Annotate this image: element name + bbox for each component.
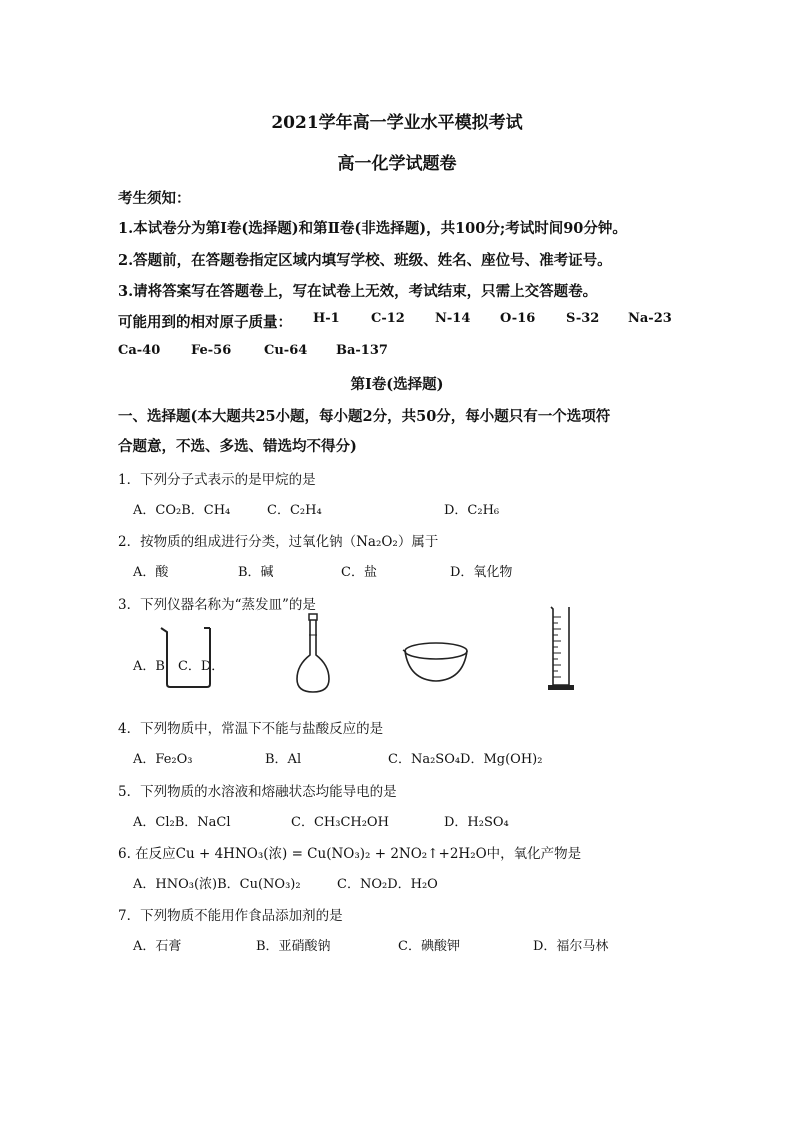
- question-2-option: D．氧化物: [450, 565, 513, 580]
- question-5-option: A．Cl₂B．NaCl: [133, 815, 231, 830]
- question-4-option: B．Al: [265, 752, 302, 767]
- question-6-option: A．HNO₃(浓)B．Cu(NO₃)₂: [133, 877, 301, 892]
- atomic-mass-item: Ba-137: [336, 343, 388, 358]
- question-3-options: A．B．C．D．: [133, 659, 225, 674]
- question-5-stem: 5．下列物质的水溶液和熔融状态均能导电的是: [118, 784, 397, 800]
- question-6-stem: 6. 在反应Cu + 4HNO₃(浓) = Cu(NO₃)₂ + 2NO₂↑+2H₂O中，氧化产物是: [118, 846, 582, 862]
- atomic-mass-item: C-12: [371, 311, 405, 326]
- question-7-option: A．石膏: [133, 939, 182, 954]
- exam-subtitle: 高一化学试题卷: [337, 154, 457, 174]
- question-4-stem: 4．下列物质中，常温下不能与盐酸反应的是: [118, 721, 384, 737]
- notice-item-2: 2.答题前，在答题卷指定区域内填写学校、班级、姓名、座位号、准考证号。: [118, 252, 612, 269]
- question-4-option: A．Fe₂O₃: [133, 752, 193, 767]
- part1-heading: 第Ⅰ卷(选择题): [350, 376, 444, 393]
- question-2-option: A．酸: [133, 565, 169, 580]
- question-7-option: B．亚硝酸钠: [256, 939, 331, 954]
- question-2-option: C．盐: [341, 565, 377, 580]
- evaporating-dish-figure: [401, 638, 471, 686]
- question-2-stem: 2．按物质的组成进行分类，过氧化钠（Na₂O₂）属于: [118, 534, 439, 550]
- question-3-stem: 3．下列仪器名称为“蒸发皿”的是: [118, 597, 316, 613]
- atomic-mass-item: N-14: [435, 311, 471, 326]
- atomic-mass-item: Ca-40: [118, 343, 161, 358]
- atomic-mass-item: Fe-56: [191, 343, 232, 358]
- section-instruction-1: 一、选择题(本大题共25小题，每小题2分，共50分，每小题只有一个选项符: [118, 408, 611, 425]
- volumetric-flask-figure: [293, 613, 333, 695]
- beaker-figure: [157, 624, 217, 690]
- question-5-option: D．H₂SO₄: [444, 815, 509, 830]
- notice-heading: 考生须知：: [118, 190, 191, 207]
- question-1-stem: 1．下列分子式表示的是甲烷的是: [118, 472, 316, 488]
- atomic-mass-item: Na-23: [628, 311, 672, 326]
- question-6-option: C．NO₂D．H₂O: [337, 877, 438, 892]
- atomic-mass-item: S-32: [566, 311, 600, 326]
- question-7-option: C．碘酸钾: [398, 939, 460, 954]
- notice-item-3: 3.请将答案写在答题卷上，写在试卷上无效，考试结束，只需上交答题卷。: [118, 283, 598, 300]
- section-instruction-2: 合题意，不选、多选、错选均不得分): [118, 438, 357, 455]
- atomic-mass-item: H-1: [313, 311, 340, 326]
- question-5-option: C．CH₃CH₂OH: [291, 815, 389, 830]
- question-7-stem: 7．下列物质不能用作食品添加剂的是: [118, 908, 343, 924]
- question-7-option: D．福尔马林: [533, 939, 609, 954]
- notice-item-1: 1.本试卷分为第Ⅰ卷(选择题)和第Ⅱ卷(非选择题)，共100分;考试时间90分钟。: [118, 220, 627, 237]
- question-4-option: C．Na₂SO₄D．Mg(OH)₂: [388, 752, 543, 767]
- graduated-cylinder-figure: [545, 605, 577, 693]
- atomic-mass-item: O-16: [500, 311, 536, 326]
- atomic-mass-label: 可能用到的相对原子质量：: [118, 314, 292, 331]
- question-2-option: B．碱: [238, 565, 274, 580]
- question-1-option: A．CO₂B．CH₄: [133, 503, 231, 518]
- atomic-mass-item: Cu-64: [264, 343, 308, 358]
- question-1-option: C．C₂H₄: [267, 503, 322, 518]
- question-1-option: D．C₂H₆: [444, 503, 500, 518]
- exam-title: 2021学年高一学业水平模拟考试: [271, 113, 523, 133]
